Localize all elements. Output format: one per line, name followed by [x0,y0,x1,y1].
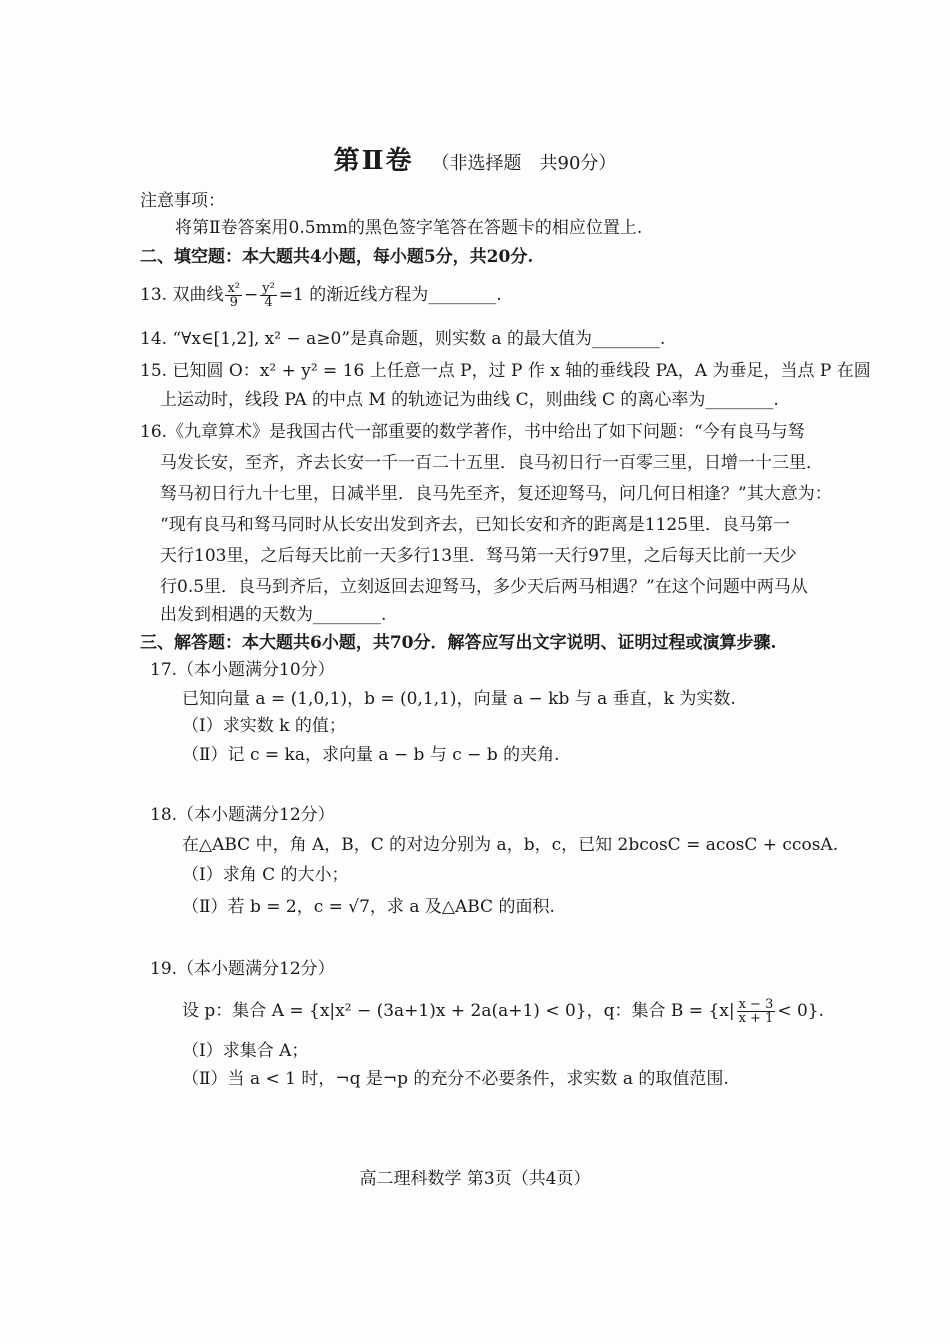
q16-line5: 天行103里，之后每天比前一天多行13里．驽马第一天行97里，之后每天比前一天少 [160,546,797,566]
question-13 [140,282,502,309]
q18-line1: 在△ABC 中，角 A，B，C 的对边分别为 a，b，c，已知 2bcosC = acosC + ccosA. [182,835,839,855]
title-main: 第Ⅱ卷 [333,146,414,176]
q13-minus: − [244,285,259,305]
q13-fraction-2 [260,282,277,309]
q16-line1: 16.《九章算术》是我国古代一部重要的数学著作，书中给出了如下问题：“今有良马与驽 [140,422,805,442]
page-footer: 高二理科数学 第3页（共4页） [359,1169,591,1189]
q17-line2: （Ⅰ）求实数 k 的值； [182,716,346,736]
question-14: 14. “∀x∈[1,2], x² − a≥0”是真命题，则实数 a 的最大值为________. [140,329,666,349]
q15-line1: 15. 已知圆 O：x² + y² = 16 上任意一点 P，过 P 作 x 轴的垂线段 PA，A 为垂足，当点 P 在圆 [140,361,871,381]
q19-line1-suffix: < 0}. [777,1001,825,1021]
q17-head: 17.（本小题满分10分） [150,660,335,680]
q19-line2: （Ⅰ）求集合 A； [182,1041,309,1061]
q16-line6: 行0.5里．良马到齐后，立刻返回去迎驽马，多少天后两马相遇？”在这个问题中两马从 [160,577,808,597]
q15-line2: 上运动时，线段 PA 的中点 M 的轨迹记为曲线 C，则曲线 C 的离心率为________. [160,390,779,410]
q13-f1-num: x² [227,281,240,296]
q17-line1: 已知向量 a = (1,0,1)，b = (0,1,1)，向量 a − kb 与 a 垂直，k 为实数. [182,689,736,709]
q19-line1-prefix: 设 p：集合 A = {x|x² − (3a+1)x + 2a(a+1) < 0}，q：集合 B = {x| [182,1001,735,1021]
q16-line3: 驽马初日行九十七里，日减半里．良马先至齐，复还迎驽马，问几何日相逢？”其大意为： [160,484,832,504]
section-title [0,146,950,176]
notice-label: 注意事项： [140,191,225,211]
q16-line4: “现有良马和驽马同时从长安出发到齐去，已知长安和齐的距离是1125里．良马第一 [160,515,790,535]
q13-prefix: 13. 双曲线 [140,285,224,305]
q13-f2-num: y² [262,281,275,296]
q19-line3: （Ⅱ）当 a < 1 时，¬q 是¬p 的充分不必要条件，求实数 a 的取值范围. [182,1069,729,1089]
q16-line7: 出发到相遇的天数为________. [160,605,387,625]
q19-frac-num: x − 3 [738,997,774,1012]
q19-line1 [182,998,824,1025]
q13-fraction-1 [225,282,242,309]
q18-line3: （Ⅱ）若 b = 2，c = √7，求 a 及△ABC 的面积. [182,897,555,917]
q13-f1-den: 9 [229,295,238,310]
q13-f2-den: 4 [264,295,273,310]
q19-fraction [737,998,776,1025]
q19-head: 19.（本小题满分12分） [150,959,335,979]
section3-heading: 三、解答题：本大题共6小题，共70分．解答应写出文字说明、证明过程或演算步骤. [140,633,777,653]
notice-text: 将第Ⅱ卷答案用0.5mm的黑色签字笔答在答题卡的相应位置上. [175,218,643,238]
title-sub: （非选择题 共90分） [431,153,617,174]
q18-line2: （Ⅰ）求角 C 的大小； [182,865,349,885]
q19-frac-den: x + 1 [738,1011,774,1026]
q17-line3: （Ⅱ）记 c = ka，求向量 a − b 与 c − b 的夹角. [182,745,560,765]
section2-heading: 二、填空题：本大题共4小题，每小题5分，共20分. [140,247,534,267]
q13-suffix: =1 的渐近线方程为________. [278,285,502,305]
q16-line2: 马发长安，至齐，齐去长安一千一百二十五里．良马初日行一百零三里，日增一十三里． [160,453,823,473]
q18-head: 18.（本小题满分12分） [150,805,335,825]
